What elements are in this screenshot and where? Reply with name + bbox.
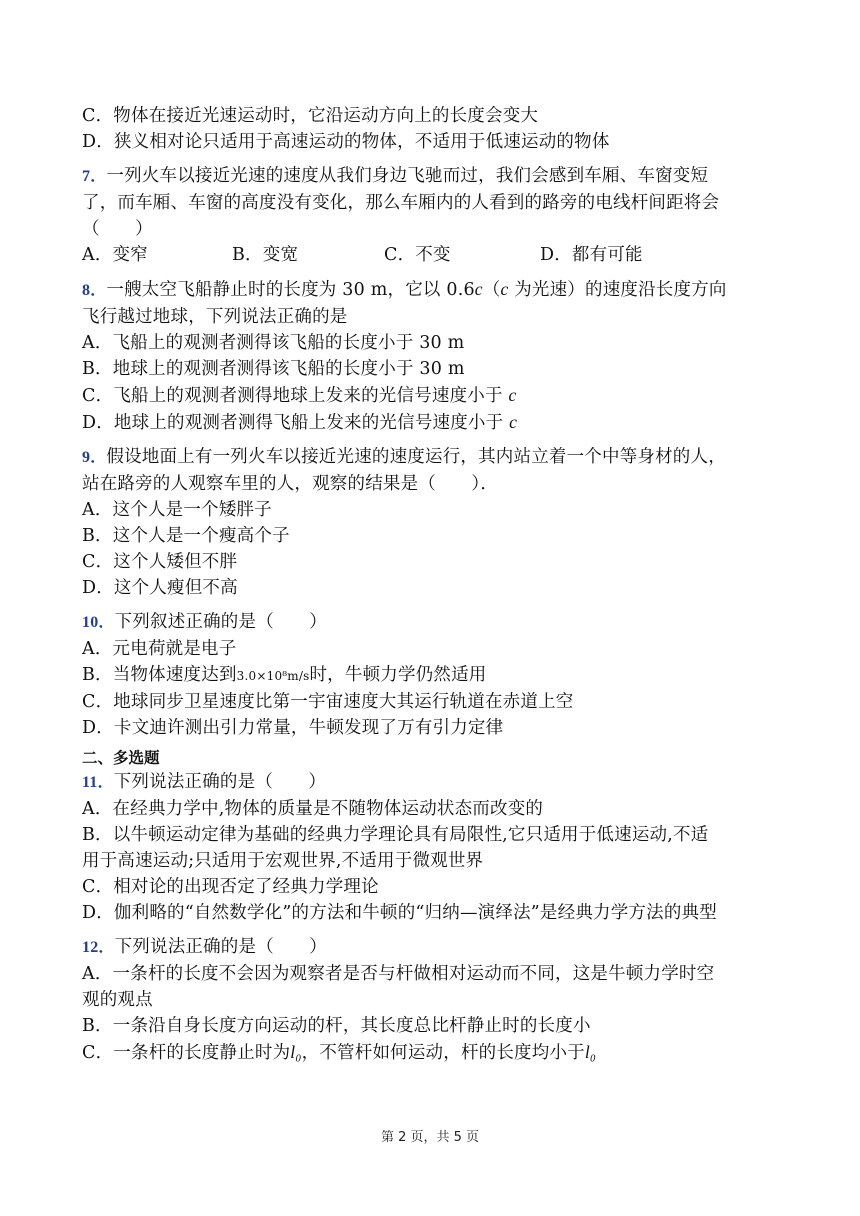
option-c: C．飞船上的观测者测得地球上发来的光信号速度小于 [82,386,509,406]
option-a: A．变窄 [82,245,148,265]
question-number: 10． [82,614,115,631]
option-b-cont: 用于高速运动;只适用于宏观世界,不适用于微观世界 [82,851,484,871]
option-d: D．地球上的观测者测得飞船上发来的光信号速度小于 [82,413,510,433]
question-text-b: （ [482,280,501,300]
question-11 [82,769,802,926]
question-text-cont: 飞行越过地球，下列说法正确的是 [82,307,348,327]
option-d: D．卡文迪许测出引力常量，牛顿发现了万有引力定律 [82,718,504,738]
question-text: 一艘太空飞船静止时的长度为 30 m，它以 0.6 [106,280,475,300]
question-number: 12． [82,939,115,956]
page-content [82,103,802,1066]
q6-option-d: D．狭义相对论只适用于高速运动的物体，不适用于低速运动的物体 [82,132,610,152]
question-number: 7． [82,168,107,185]
var-c: c [500,279,509,299]
q6-option-c: C．物体在接近光速运动时，它沿运动方向上的长度会变大 [82,106,539,126]
option-b: B．变宽 [232,245,299,265]
option-c: C．相对论的出现否定了经典力学理论 [82,877,379,897]
var-c: c [509,412,518,432]
option-d: D．这个人瘦但不高 [82,578,238,598]
options-row [82,242,802,268]
option-b: B．地球上的观测者测得该飞船的长度小于 30 m [82,359,465,379]
question-10 [82,609,802,741]
question-8 [82,276,802,436]
question-12 [82,934,802,1066]
question-text-c: 为光速）的速度沿长度方向 [508,280,727,300]
option-d: D．伽利略的“自然数学化”的方法和牛顿的“归纳—演绎法”是经典力学方法的典型 [82,903,717,923]
question-number: 8． [82,282,107,299]
question-9 [82,444,802,601]
option-b: B．以牛顿运动定律为基础的经典力学理论具有局限性,它只适用于低速运动,不适 [82,825,709,845]
question-text-cont: 站在路旁的人观察车里的人，观察的结果是（ ）． [82,474,499,494]
question-number: 11． [82,774,114,791]
option-d: D．都有可能 [540,245,643,265]
option-c: C．不变 [384,245,451,265]
question-text: 下列说法正确的是（ ） [113,772,327,792]
option-a: A．在经典力学中,物体的质量是不随物体运动状态而改变的 [82,799,544,819]
question-text: 下列说法正确的是（ ） [114,937,328,957]
section-heading: 二、多选题 [82,749,160,767]
answer-paren: （ ） [82,219,153,239]
question-text: 一列火车以接近光速的速度从我们身边飞驰而过，我们会感到车厢、车窗变短 [106,166,709,186]
option-b: B．一条沿自身长度方向运动的杆，其长度总比杆静止时的长度小 [82,1016,591,1036]
option-c: C．一条杆的长度静止时为 [82,1043,291,1063]
option-c: C．这个人矮但不胖 [82,552,238,572]
question-text: 假设地面上有一列火车以接近光速的速度运行，其内站立着一个中等身材的人， [106,447,726,467]
var-l0: l₀ [584,1042,597,1062]
option-a: A．一条杆的长度不会因为观察者是否与杆做相对运动而不同，这是牛顿力学时空 [82,964,715,984]
page-footer: 第 2 页，共 5 页 [380,1130,480,1145]
question-number: 9． [82,449,107,466]
option-c-cont: ，不管杆如何运动，杆的长度均小于 [301,1043,585,1063]
speed-value: 3.0×10⁸m/s [236,669,310,683]
option-a: A．元电荷就是电子 [82,639,237,659]
option-b: B．这个人是一个瘦高个子 [82,526,290,546]
option-a: A．这个人是一个矮胖子 [82,500,272,520]
question-text-cont: 了，而车厢、车窗的高度没有变化，那么车厢内的人看到的路旁的电线杆间距将会 [82,193,720,213]
var-c: c [474,279,483,299]
option-a: A．飞船上的观测者测得该飞船的长度小于 30 m [82,333,465,353]
question-7 [82,163,802,268]
var-l0: l₀ [290,1042,302,1062]
question-text: 下列叙述正确的是（ ） [114,612,328,632]
option-b: B．当物体速度达到 [82,665,237,685]
option-c: C．地球同步卫星速度比第一宇宙速度大其运行轨道在赤道上空 [82,692,574,712]
var-c: c [508,385,517,405]
option-b-cont: 时，牛顿力学仍然适用 [309,665,487,685]
option-a-cont: 观的观点 [82,990,153,1010]
